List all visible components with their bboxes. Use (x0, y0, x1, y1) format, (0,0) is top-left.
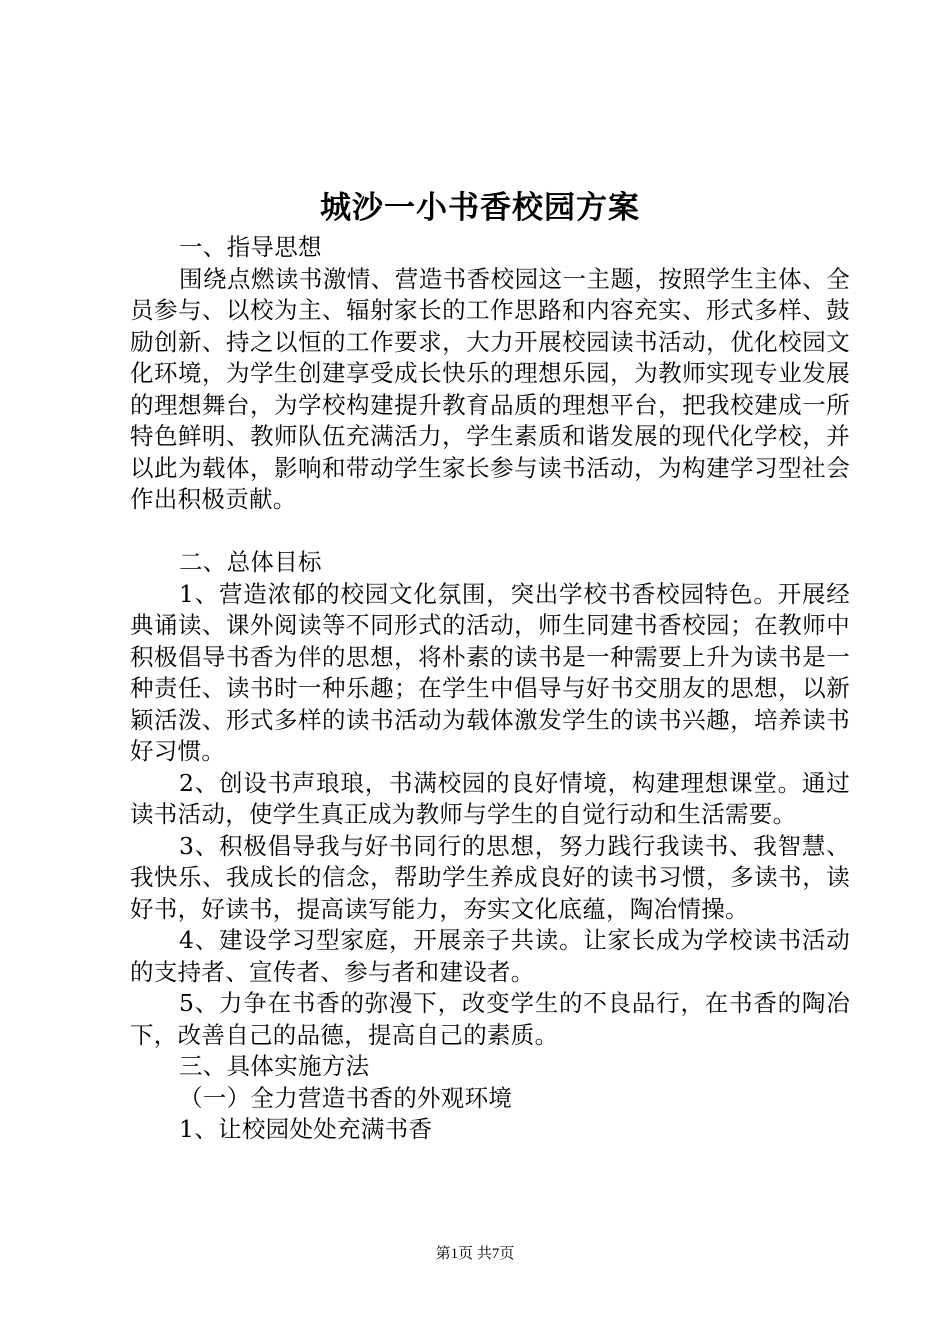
goal-item-5: 5、力争在书香的弥漫下，改变学生的不良品行，在书香的陶冶下，改善自己的品德，提高自己的素质。 (130, 989, 850, 1049)
goal-item-4: 4、建设学习型家庭，开展亲子共读。让家长成为学校读书活动的支持者、宣传者、参与者和建设者。 (130, 926, 850, 986)
section-heading-guiding-ideology: 一、指导思想 (179, 233, 322, 261)
document-body (130, 232, 850, 1146)
page-number: 第1页 共7页 (435, 1246, 515, 1262)
goal-item-2: 2、创设书声琅琅，书满校园的良好情境，构建理想课堂。通过读书活动，使学生真正成为教师与学生的自觉行动和生活需要。 (130, 768, 850, 828)
paragraph-guiding-ideology: 围绕点燃读书激情、营造书香校园这一主题，按照学生主体、全员参与、以校为主、辐射家长的工作思路和内容充实、形式多样、鼓励创新、持之以恒的工作要求，大力开展校园读书活动，优化校园文化环境，为学生创建享受成长快乐的理想乐园，为教师实现专业发展的理想舞台，为学校构建提升教育品质的理想平台，把我校建成一所特色鲜明、教师队伍充满活力，学生素质和谐发展的现代化学校，并以此为载体，影响和带动学生家长参与读书活动，为构建学习型社会作出积极贡献。 (130, 264, 850, 513)
section-heading-overall-goals: 二、总体目标 (179, 548, 322, 576)
goal-item-1: 1、营造浓郁的校园文化氛围，突出学校书香校园特色。开展经典诵读、课外阅读等不同形式的活动，师生同建书香校园；在教师中积极倡导书香为伴的思想，将朴素的读书是一种需要上升为读书是一种责任、读书时一种乐趣；在学生中倡导与好书交朋友的思想，以新颖活泼、形式多样的读书活动为载体激发学生的读书兴趣，培养读书好习惯。 (130, 579, 850, 765)
paragraph-spacer (130, 516, 850, 548)
goal-item-3: 3、积极倡导我与好书同行的思想，努力践行我读书、我智慧、我快乐、我成长的信念，帮助学生养成良好的读书习惯，多读书，读好书，好读书，提高读写能力，夯实文化底蕴，陶冶情操。 (130, 831, 850, 923)
document-title: 城沙一小书香校园方案 (320, 190, 640, 226)
subsection-heading-environment: （一）全力营造书香的外观环境 (179, 1083, 513, 1112)
list-item-campus-fragrance: 1、让校园处处充满书香 (179, 1115, 433, 1143)
section-heading-implementation: 三、具体实施方法 (179, 1052, 370, 1080)
